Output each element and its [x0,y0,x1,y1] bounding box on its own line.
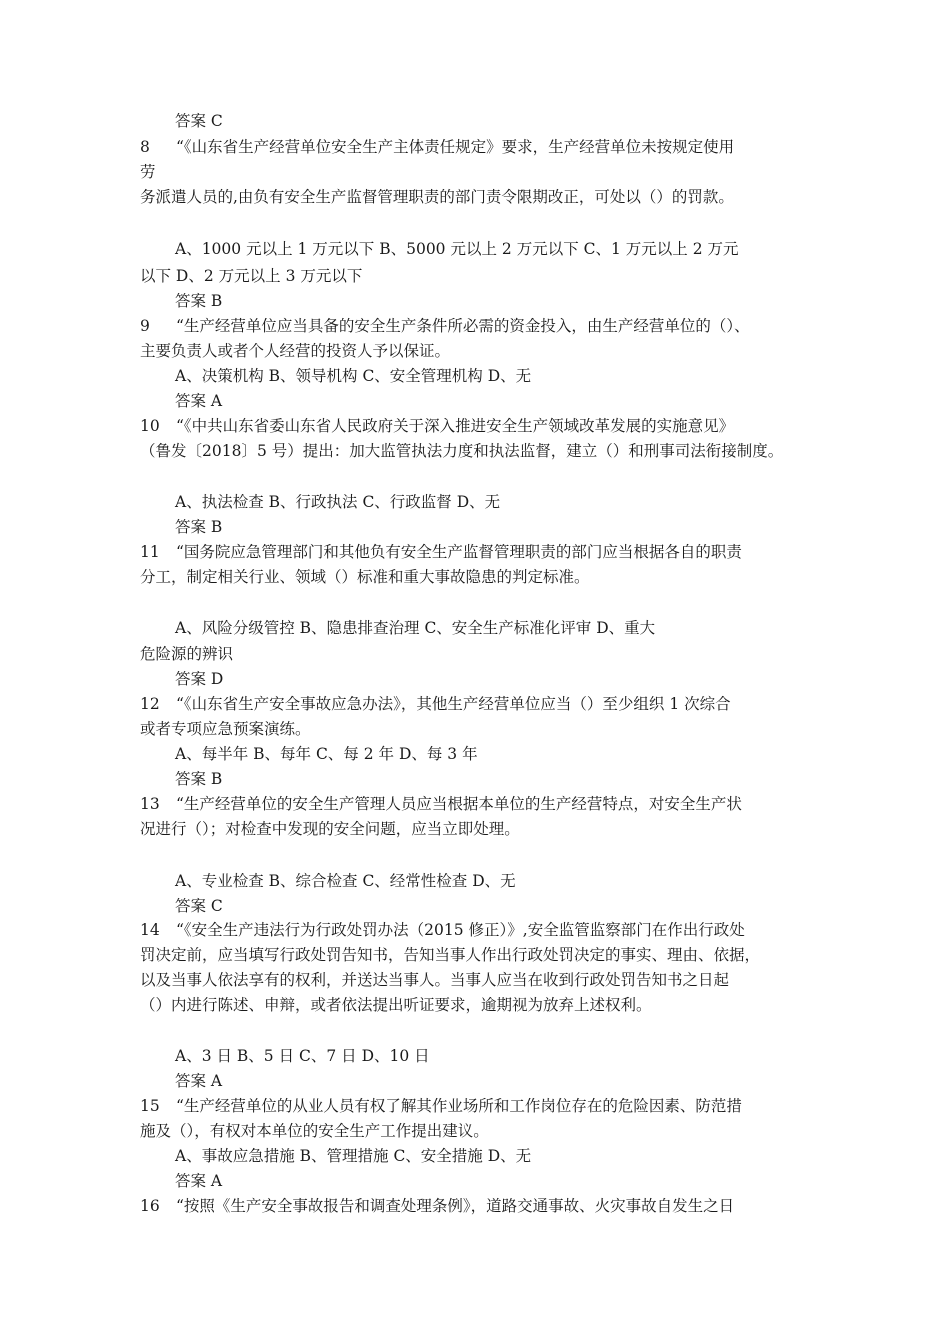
question-number: 16 [140,1197,160,1215]
question-13-line-1 [140,793,742,815]
options-line: A、3 日 B、5 日 C、7 日 D、10 日 [175,1047,430,1065]
options-line: 危险源的辨识 [140,645,234,663]
question-9-line-1 [140,315,750,337]
question-12-line-2: 或者专项应急预案演练。 [140,720,311,738]
question-8-line-2: 劳 [140,163,156,181]
question-9-line-2: 主要负责人或者个人经营的投资人予以保证。 [140,342,451,360]
question-8-line-1 [140,136,734,158]
question-text: “生产经营单位的从业人员有权了解其作业场所和工作岗位存在的危险因素、防范措 [176,1097,742,1115]
question-8-line-3: 务派遣人员的,由负有安全生产监督管理职责的部门责令限期改正，可处以（）的罚款。 [140,188,734,206]
answer-line: 答案 C [175,897,223,915]
options-line: A、事故应急措施 B、管理措施 C、安全措施 D、无 [175,1147,532,1165]
options-line: A、1000 元以上 1 万元以下 B、5000 元以上 2 万元以下 C、1 万元以上 2 万元 [175,240,739,258]
question-number: 9 [140,317,150,335]
question-14-line-3: 以及当事人依法享有的权利，并送达当事人。当事人应当在收到行政处罚告知书之日起 [140,971,730,989]
question-text: “生产经营单位的安全生产管理人员应当根据本单位的生产经营特点，对安全生产状 [176,795,742,813]
answer-line: 答案 C [175,112,223,130]
question-number: 13 [140,795,160,813]
question-text: “《安全生产违法行为行政处罚办法（2015 修正）》,安全监管监察部门在作出行政处 [176,921,745,939]
options-line: A、决策机构 B、领导机构 C、安全管理机构 D、无 [175,367,532,385]
question-14-line-1 [140,919,745,941]
options-line: A、每半年 B、每年 C、每 2 年 D、每 3 年 [175,745,478,763]
question-number: 14 [140,921,160,939]
question-13-line-2: 况进行（）；对检查中发现的安全问题，应当立即处理。 [140,820,520,838]
answer-line: 答案 B [175,770,223,788]
answer-line: 答案 D [175,670,224,688]
answer-line: 答案 B [175,518,223,536]
question-number: 15 [140,1097,160,1115]
options-line: A、执法检查 B、行政执法 C、行政监督 D、无 [175,493,501,511]
options-line: 以下 D、2 万元以上 3 万元以下 [140,267,363,285]
question-text: “《中共山东省委山东省人民政府关于深入推进安全生产领域改革发展的实施意见》 [176,417,735,435]
question-number: 10 [140,417,160,435]
answer-line: 答案 A [175,392,223,410]
question-text: “按照《生产安全事故报告和调查处理条例》，道路交通事故、火灾事故自发生之日 [176,1197,735,1215]
question-number: 11 [140,543,160,561]
question-text: “《山东省生产安全事故应急办法》，其他生产经营单位应当（）至少组织 1 次综合 [176,695,731,713]
options-line: A、专业检查 B、综合检查 C、经常性检查 D、无 [175,872,516,890]
question-14-line-4: （）内进行陈述、申辩，或者依法提出听证要求，逾期视为放弃上述权利。 [140,996,652,1014]
question-14-line-2: 罚决定前，应当填写行政处罚告知书，告知当事人作出行政处罚决定的事实、理由、依据， [140,946,761,964]
options-line: A、风险分级管控 B、隐患排查治理 C、安全生产标准化评审 D、重大 [175,619,656,637]
question-11-line-2: 分工，制定相关行业、领域（）标准和重大事故隐患的判定标准。 [140,568,590,586]
answer-line: 答案 B [175,292,223,310]
question-12-line-1 [140,693,731,715]
question-15-line-2: 施及（），有权对本单位的安全生产工作提出建议。 [140,1122,489,1140]
question-number: 12 [140,695,160,713]
question-10-line-1 [140,415,734,437]
answer-line: 答案 A [175,1172,223,1190]
answer-line: 答案 A [175,1072,223,1090]
question-text: “生产经营单位应当具备的安全生产条件所必需的资金投入，由生产经营单位的（）、 [176,317,750,335]
question-text: “国务院应急管理部门和其他负有安全生产监督管理职责的部门应当根据各自的职责 [176,543,742,561]
question-text: “《山东省生产经营单位安全生产主体责任规定》要求，生产经营单位未按规定使用 [176,138,735,156]
question-10-line-2: （鲁发〔2018〕5 号）提出：加大监管执法力度和执法监督，建立（）和刑事司法衔接制度。 [140,442,784,460]
question-number: 8 [140,138,150,156]
question-11-line-1 [140,541,742,563]
question-15-line-1 [140,1095,742,1117]
question-16-line-1 [140,1195,734,1217]
